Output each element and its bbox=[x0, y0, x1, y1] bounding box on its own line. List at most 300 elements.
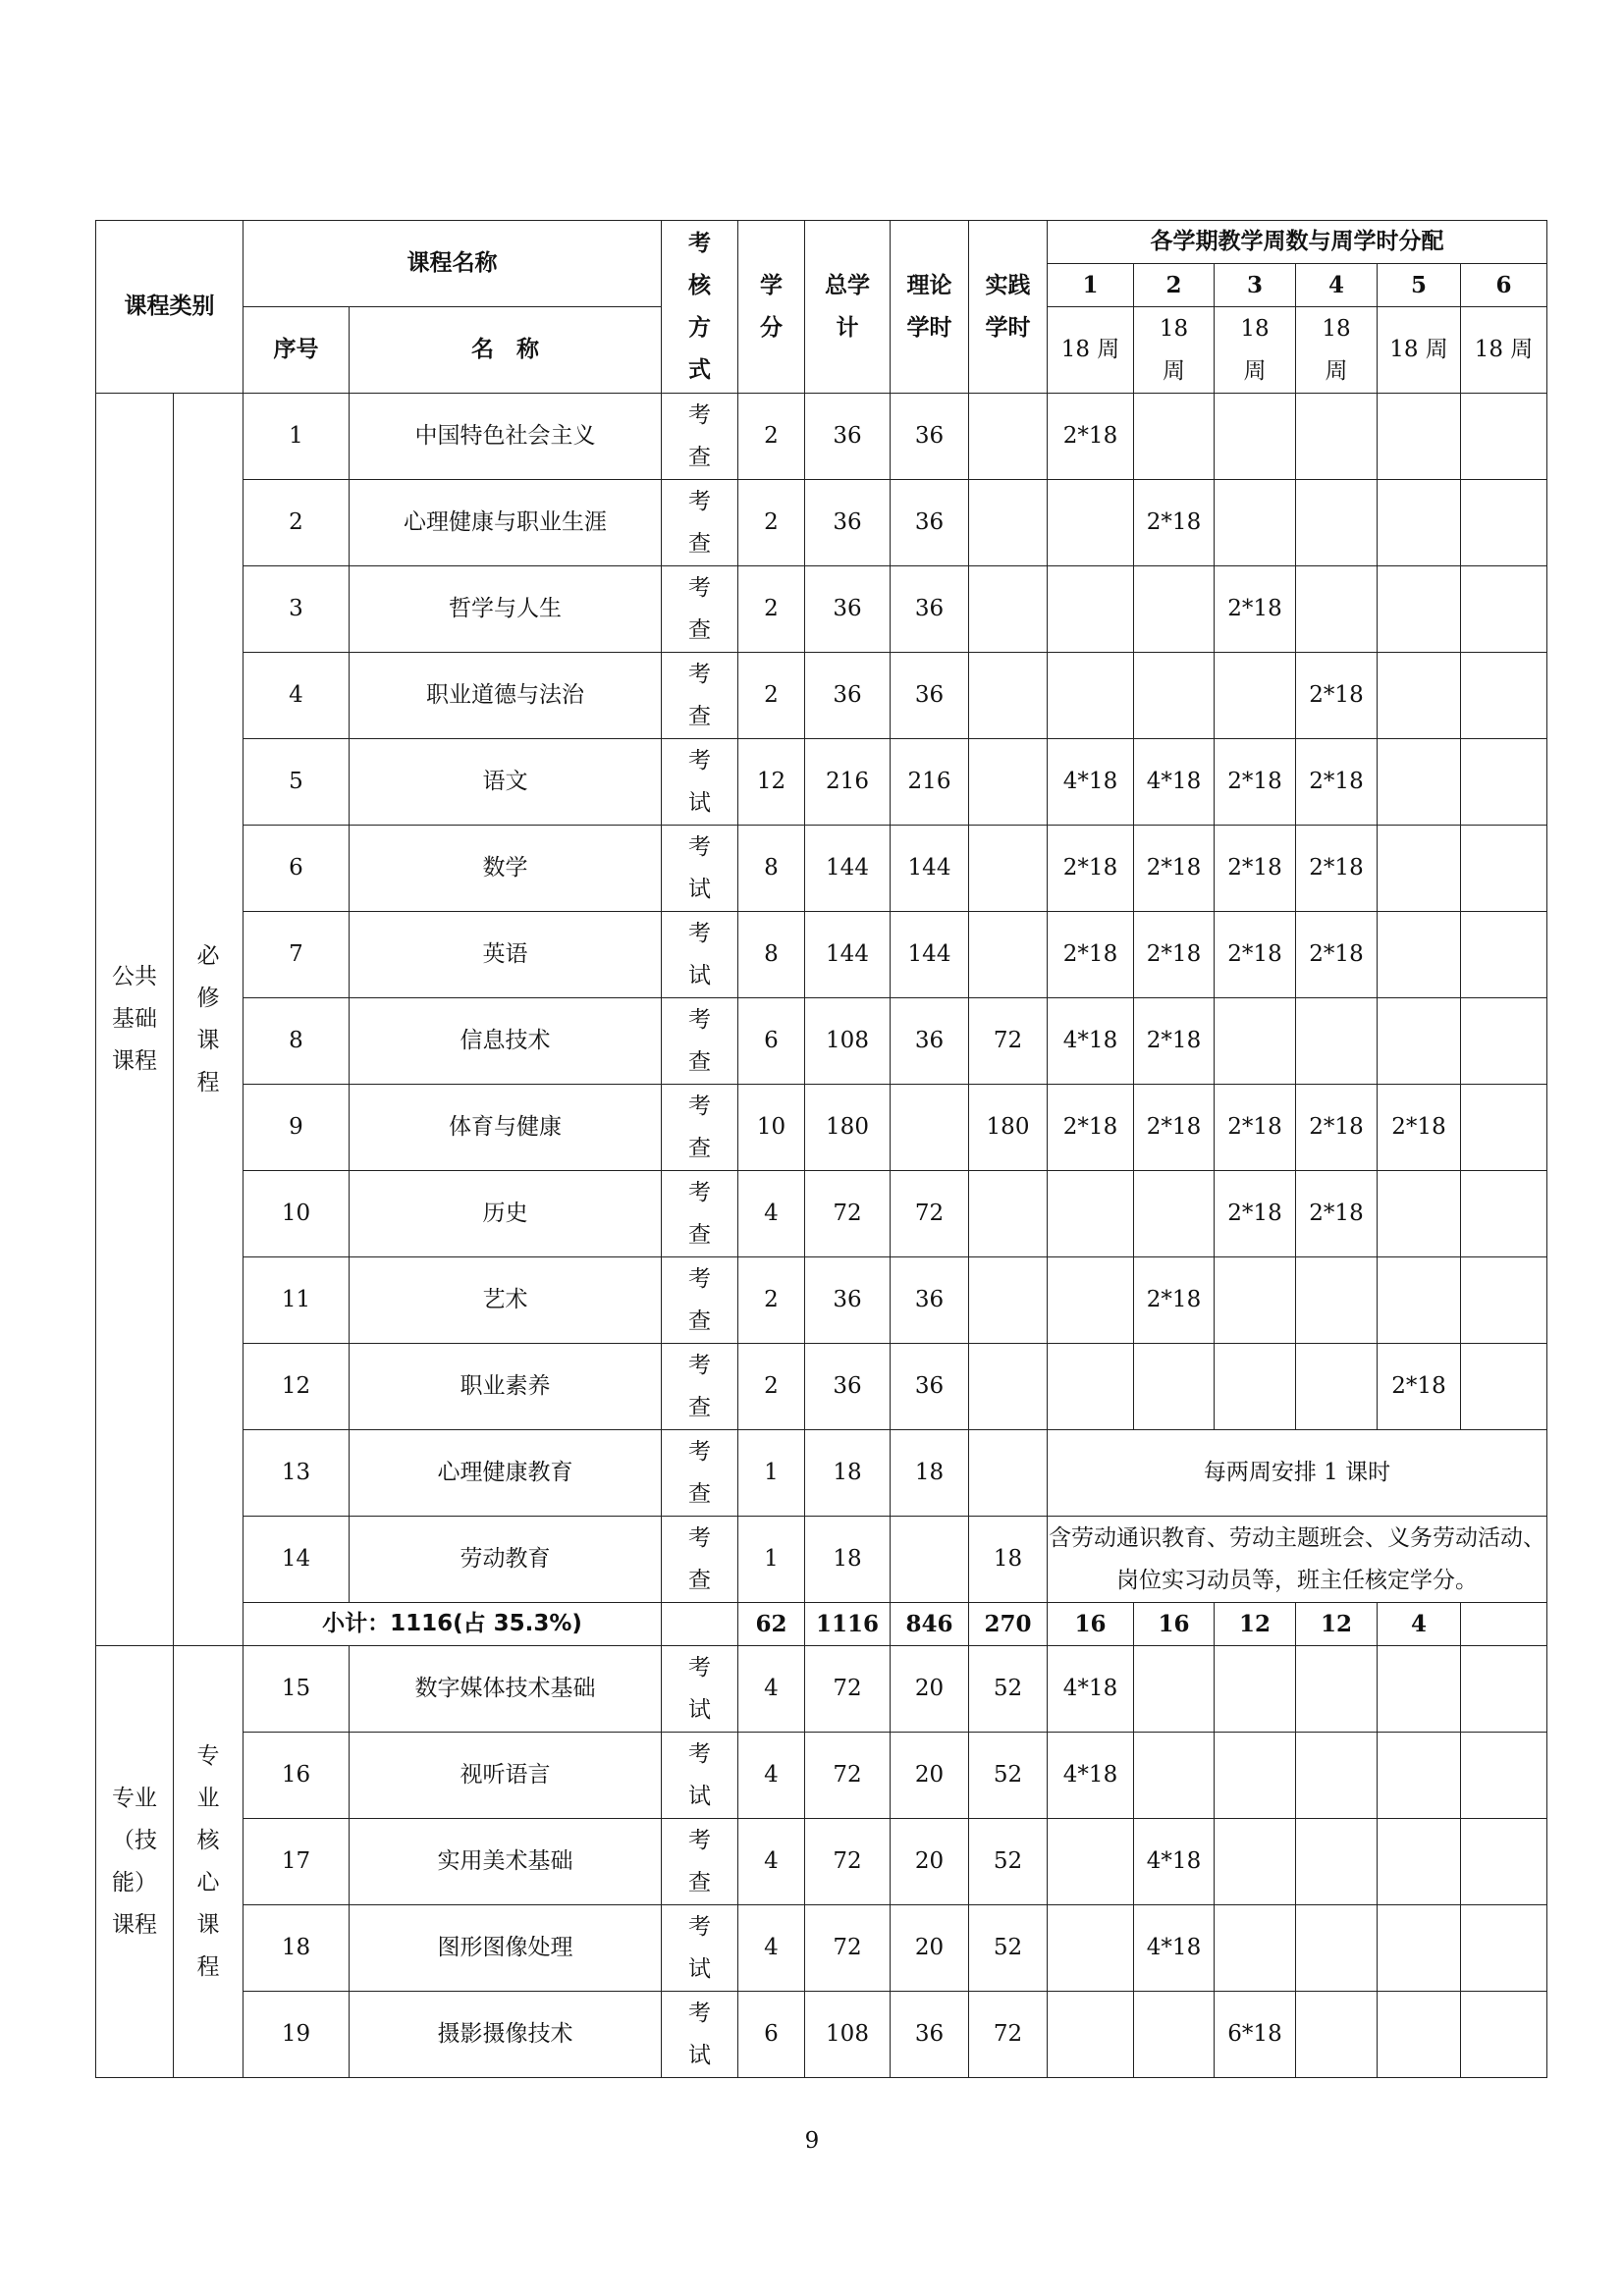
course-row bbox=[96, 1646, 1547, 1733]
semester-hours-2 bbox=[1134, 653, 1215, 739]
header-assess bbox=[662, 221, 738, 394]
semester-hours-1: 2*18 bbox=[1048, 826, 1134, 912]
course-credit: 2 bbox=[738, 394, 805, 480]
semester-hours-5 bbox=[1378, 1733, 1461, 1819]
course-assess bbox=[662, 739, 738, 826]
semester-hours-2: 4*18 bbox=[1134, 739, 1215, 826]
cell-line: 考 bbox=[688, 747, 711, 774]
course-assess bbox=[662, 653, 738, 739]
course-name: 视听语言 bbox=[350, 1733, 662, 1819]
course-row bbox=[96, 1733, 1547, 1819]
course-total: 72 bbox=[805, 1905, 891, 1992]
course-row bbox=[96, 480, 1547, 566]
cell-line: 修 bbox=[196, 985, 220, 1011]
course-assess bbox=[662, 480, 738, 566]
subcategory-label bbox=[174, 394, 244, 1646]
course-theory: 36 bbox=[891, 1992, 969, 2078]
semester-hours-4 bbox=[1296, 566, 1378, 653]
course-no: 7 bbox=[244, 912, 350, 998]
cell-line: 查 bbox=[688, 1869, 711, 1896]
semester-hours-1 bbox=[1048, 1257, 1134, 1344]
course-no: 4 bbox=[244, 653, 350, 739]
semester-hours-5 bbox=[1378, 1992, 1461, 2078]
cell-line: 考 bbox=[688, 1265, 711, 1292]
subtotal-row bbox=[96, 1603, 1547, 1646]
semester-hours-2 bbox=[1134, 1344, 1215, 1430]
course-practice bbox=[969, 739, 1048, 826]
course-total: 72 bbox=[805, 1819, 891, 1905]
course-total: 72 bbox=[805, 1733, 891, 1819]
semester-hours-4: 2*18 bbox=[1296, 653, 1378, 739]
cell-line: 课 bbox=[196, 1911, 220, 1938]
course-total: 108 bbox=[805, 998, 891, 1085]
course-name: 语文 bbox=[350, 739, 662, 826]
cell-line: 18 bbox=[1322, 315, 1351, 342]
cell-line: 核 bbox=[196, 1827, 220, 1853]
semester-hours-2: 2*18 bbox=[1134, 480, 1215, 566]
course-assess bbox=[662, 566, 738, 653]
course-row bbox=[96, 394, 1547, 480]
course-name: 信息技术 bbox=[350, 998, 662, 1085]
cell-line: 学时 bbox=[906, 314, 952, 341]
course-theory bbox=[891, 1085, 969, 1171]
semester-hours-3 bbox=[1215, 1257, 1296, 1344]
course-total: 36 bbox=[805, 566, 891, 653]
subtotal-assess bbox=[662, 1603, 738, 1646]
semester-hours-4: 2*18 bbox=[1296, 1085, 1378, 1171]
cell-line: 考 bbox=[688, 2000, 711, 2026]
course-no: 3 bbox=[244, 566, 350, 653]
course-name: 数字媒体技术基础 bbox=[350, 1646, 662, 1733]
course-assess bbox=[662, 394, 738, 480]
course-credit: 6 bbox=[738, 998, 805, 1085]
semester-hours-5 bbox=[1378, 394, 1461, 480]
course-assess bbox=[662, 1344, 738, 1430]
semester-hours-6 bbox=[1461, 1905, 1547, 1992]
cell-line: 试 bbox=[688, 1955, 711, 1982]
course-row bbox=[96, 653, 1547, 739]
semester-hours-6 bbox=[1461, 1646, 1547, 1733]
semester-hours-3: 2*18 bbox=[1215, 1171, 1296, 1257]
course-row bbox=[96, 566, 1547, 653]
semester-hours-6 bbox=[1461, 653, 1547, 739]
semester-hours-2 bbox=[1134, 1733, 1215, 1819]
semester-hours-3 bbox=[1215, 480, 1296, 566]
course-assess bbox=[662, 1819, 738, 1905]
semester-hours-3 bbox=[1215, 394, 1296, 480]
course-total: 72 bbox=[805, 1646, 891, 1733]
course-row bbox=[96, 1257, 1547, 1344]
header-weeks-3 bbox=[1215, 307, 1296, 394]
semester-hours-2 bbox=[1134, 566, 1215, 653]
course-total: 18 bbox=[805, 1430, 891, 1517]
course-assess bbox=[662, 1257, 738, 1344]
course-total: 36 bbox=[805, 1257, 891, 1344]
course-name: 实用美术基础 bbox=[350, 1819, 662, 1905]
course-credit: 12 bbox=[738, 739, 805, 826]
course-practice: 72 bbox=[969, 1992, 1048, 2078]
course-assess bbox=[662, 998, 738, 1085]
cell-line: 18 bbox=[1159, 315, 1189, 342]
cell-line: 考 bbox=[688, 661, 711, 687]
course-practice: 72 bbox=[969, 998, 1048, 1085]
cell-line: 实践 bbox=[985, 272, 1031, 298]
course-name: 数学 bbox=[350, 826, 662, 912]
course-practice bbox=[969, 1344, 1048, 1430]
cell-line: 考 bbox=[688, 1524, 711, 1551]
course-total: 144 bbox=[805, 912, 891, 998]
course-theory: 36 bbox=[891, 394, 969, 480]
semester-hours-6 bbox=[1461, 1992, 1547, 2078]
semester-hours-4 bbox=[1296, 1733, 1378, 1819]
subtotal-total: 1116 bbox=[805, 1603, 891, 1646]
course-no: 11 bbox=[244, 1257, 350, 1344]
cell-line: 基础 bbox=[112, 1006, 157, 1032]
cell-line: 查 bbox=[688, 444, 711, 470]
cell-line: 查 bbox=[688, 1048, 711, 1075]
cell-line: 课 bbox=[196, 1027, 220, 1053]
course-assess bbox=[662, 1646, 738, 1733]
course-practice: 52 bbox=[969, 1905, 1048, 1992]
course-practice bbox=[969, 566, 1048, 653]
header-row-1 bbox=[96, 221, 1547, 264]
cell-line: 试 bbox=[688, 876, 711, 902]
course-theory: 36 bbox=[891, 998, 969, 1085]
subtotal-credit: 62 bbox=[738, 1603, 805, 1646]
course-practice: 52 bbox=[969, 1819, 1048, 1905]
semester-hours-4 bbox=[1296, 1344, 1378, 1430]
semester-hours-1: 2*18 bbox=[1048, 1085, 1134, 1171]
subtotal-theory: 846 bbox=[891, 1603, 969, 1646]
course-note: 含劳动通识教育、劳动主题班会、义务劳动活动、岗位实习动员等，班主任核定学分。 bbox=[1048, 1517, 1547, 1603]
course-assess bbox=[662, 1733, 738, 1819]
course-practice: 180 bbox=[969, 1085, 1048, 1171]
cell-line: 必 bbox=[196, 942, 220, 969]
semester-hours-3 bbox=[1215, 1733, 1296, 1819]
course-theory: 72 bbox=[891, 1171, 969, 1257]
course-assess bbox=[662, 1171, 738, 1257]
semester-hours-5 bbox=[1378, 1646, 1461, 1733]
header-semester-5: 5 bbox=[1378, 264, 1461, 307]
header-practice-hours bbox=[969, 221, 1048, 394]
course-total: 36 bbox=[805, 653, 891, 739]
course-theory: 36 bbox=[891, 653, 969, 739]
course-name: 心理健康与职业生涯 bbox=[350, 480, 662, 566]
cell-line: 计 bbox=[836, 314, 859, 341]
course-row bbox=[96, 1992, 1547, 2078]
cell-line: 查 bbox=[688, 1567, 711, 1593]
semester-hours-6 bbox=[1461, 480, 1547, 566]
cell-line: 心 bbox=[196, 1869, 220, 1896]
course-row bbox=[96, 1905, 1547, 1992]
semester-hours-5 bbox=[1378, 480, 1461, 566]
semester-hours-1 bbox=[1048, 1905, 1134, 1992]
course-no: 15 bbox=[244, 1646, 350, 1733]
course-row bbox=[96, 1517, 1547, 1603]
semester-hours-3: 2*18 bbox=[1215, 739, 1296, 826]
course-plan-table-container bbox=[95, 220, 1546, 2078]
course-no: 1 bbox=[244, 394, 350, 480]
semester-hours-4: 2*18 bbox=[1296, 826, 1378, 912]
semester-hours-3: 2*18 bbox=[1215, 566, 1296, 653]
course-theory: 36 bbox=[891, 1344, 969, 1430]
cell-line: 公共 bbox=[112, 964, 157, 989]
cell-line: 能） bbox=[112, 1869, 157, 1896]
cell-line: 考 bbox=[688, 833, 711, 860]
course-no: 9 bbox=[244, 1085, 350, 1171]
course-no: 13 bbox=[244, 1430, 350, 1517]
cell-line: 周 bbox=[1325, 357, 1348, 384]
subtotal-semester-4: 12 bbox=[1296, 1603, 1378, 1646]
semester-hours-2: 4*18 bbox=[1134, 1819, 1215, 1905]
semester-hours-3: 2*18 bbox=[1215, 826, 1296, 912]
course-name: 摄影摄像技术 bbox=[350, 1992, 662, 2078]
cell-line: 学 bbox=[760, 272, 783, 298]
cell-line: 考 bbox=[688, 1438, 711, 1465]
header-total-hours bbox=[805, 221, 891, 394]
course-no: 10 bbox=[244, 1171, 350, 1257]
course-practice: 52 bbox=[969, 1646, 1048, 1733]
semester-hours-6 bbox=[1461, 1171, 1547, 1257]
semester-hours-2: 2*18 bbox=[1134, 826, 1215, 912]
course-assess bbox=[662, 826, 738, 912]
course-assess bbox=[662, 1517, 738, 1603]
semester-hours-2 bbox=[1134, 1992, 1215, 2078]
course-total: 72 bbox=[805, 1171, 891, 1257]
semester-hours-3 bbox=[1215, 1905, 1296, 1992]
course-note: 每两周安排 1 课时 bbox=[1048, 1430, 1547, 1517]
course-no: 19 bbox=[244, 1992, 350, 2078]
semester-hours-4 bbox=[1296, 1257, 1378, 1344]
course-assess bbox=[662, 1992, 738, 2078]
course-theory: 20 bbox=[891, 1819, 969, 1905]
course-no: 16 bbox=[244, 1733, 350, 1819]
course-no: 8 bbox=[244, 998, 350, 1085]
semester-hours-1: 2*18 bbox=[1048, 912, 1134, 998]
cell-line: 查 bbox=[688, 616, 711, 643]
course-no: 17 bbox=[244, 1819, 350, 1905]
cell-line: 分 bbox=[760, 314, 783, 341]
semester-hours-6 bbox=[1461, 826, 1547, 912]
semester-hours-6 bbox=[1461, 912, 1547, 998]
semester-hours-3 bbox=[1215, 1819, 1296, 1905]
course-no: 18 bbox=[244, 1905, 350, 1992]
cell-line: 查 bbox=[688, 1480, 711, 1507]
header-category: 课程类别 bbox=[96, 221, 244, 394]
header-weeks-1 bbox=[1048, 307, 1134, 394]
subtotal-semester-2: 16 bbox=[1134, 1603, 1215, 1646]
semester-hours-4 bbox=[1296, 480, 1378, 566]
semester-hours-5 bbox=[1378, 912, 1461, 998]
course-credit: 2 bbox=[738, 1344, 805, 1430]
course-credit: 4 bbox=[738, 1819, 805, 1905]
course-no: 6 bbox=[244, 826, 350, 912]
course-no: 2 bbox=[244, 480, 350, 566]
header-weeks-2 bbox=[1134, 307, 1215, 394]
course-theory: 36 bbox=[891, 566, 969, 653]
header-weeks-6 bbox=[1461, 307, 1547, 394]
course-name: 哲学与人生 bbox=[350, 566, 662, 653]
course-practice bbox=[969, 480, 1048, 566]
course-theory: 18 bbox=[891, 1430, 969, 1517]
course-credit: 4 bbox=[738, 1171, 805, 1257]
semester-hours-1 bbox=[1048, 1344, 1134, 1430]
semester-hours-2 bbox=[1134, 1646, 1215, 1733]
cell-line: 18 周 bbox=[1389, 337, 1448, 362]
cell-line: 考 bbox=[688, 401, 711, 428]
course-total: 144 bbox=[805, 826, 891, 912]
semester-hours-2: 2*18 bbox=[1134, 1257, 1215, 1344]
course-row bbox=[96, 826, 1547, 912]
course-theory: 20 bbox=[891, 1733, 969, 1819]
semester-hours-4: 2*18 bbox=[1296, 739, 1378, 826]
header-theory-hours bbox=[891, 221, 969, 394]
course-practice bbox=[969, 1257, 1048, 1344]
course-assess bbox=[662, 1905, 738, 1992]
semester-hours-4: 2*18 bbox=[1296, 912, 1378, 998]
semester-hours-3 bbox=[1215, 998, 1296, 1085]
semester-hours-2: 4*18 bbox=[1134, 1905, 1215, 1992]
course-total: 36 bbox=[805, 394, 891, 480]
semester-hours-4 bbox=[1296, 394, 1378, 480]
course-credit: 10 bbox=[738, 1085, 805, 1171]
cell-line: 考 bbox=[688, 1093, 711, 1119]
cell-line: 查 bbox=[688, 530, 711, 557]
course-practice bbox=[969, 1430, 1048, 1517]
page-number: 9 bbox=[804, 2128, 820, 2154]
course-credit: 2 bbox=[738, 1257, 805, 1344]
course-name: 艺术 bbox=[350, 1257, 662, 1344]
course-total: 36 bbox=[805, 1344, 891, 1430]
semester-hours-3: 2*18 bbox=[1215, 912, 1296, 998]
cell-line: 试 bbox=[688, 2042, 711, 2068]
semester-hours-2: 2*18 bbox=[1134, 912, 1215, 998]
course-name: 职业道德与法治 bbox=[350, 653, 662, 739]
subtotal-semester-1: 16 bbox=[1048, 1603, 1134, 1646]
semester-hours-1 bbox=[1048, 480, 1134, 566]
course-name: 图形图像处理 bbox=[350, 1905, 662, 1992]
subtotal-practice: 270 bbox=[969, 1603, 1048, 1646]
semester-hours-5 bbox=[1378, 653, 1461, 739]
semester-hours-2 bbox=[1134, 394, 1215, 480]
semester-hours-4 bbox=[1296, 1992, 1378, 2078]
semester-hours-6 bbox=[1461, 566, 1547, 653]
semester-hours-6 bbox=[1461, 998, 1547, 1085]
cell-line: 课程 bbox=[112, 1911, 157, 1938]
semester-hours-1 bbox=[1048, 1171, 1134, 1257]
cell-line: 课程 bbox=[112, 1048, 157, 1074]
header-credits bbox=[738, 221, 805, 394]
subtotal-semester-5: 4 bbox=[1378, 1603, 1461, 1646]
cell-line: 程 bbox=[196, 1069, 220, 1095]
semester-hours-3: 2*18 bbox=[1215, 1085, 1296, 1171]
semester-hours-3: 6*18 bbox=[1215, 1992, 1296, 2078]
semester-hours-6 bbox=[1461, 1819, 1547, 1905]
cell-line: 试 bbox=[688, 789, 711, 816]
semester-hours-5: 2*18 bbox=[1378, 1344, 1461, 1430]
header-name: 名 称 bbox=[350, 307, 662, 394]
cell-line: 式 bbox=[688, 356, 711, 383]
cell-line: 查 bbox=[688, 1394, 711, 1420]
course-credit: 8 bbox=[738, 912, 805, 998]
course-name: 职业素养 bbox=[350, 1344, 662, 1430]
course-name: 劳动教育 bbox=[350, 1517, 662, 1603]
cell-line: 18 周 bbox=[1474, 337, 1534, 362]
cell-line: 总学 bbox=[825, 272, 870, 298]
course-row bbox=[96, 1819, 1547, 1905]
semester-hours-1: 4*18 bbox=[1048, 998, 1134, 1085]
semester-hours-6 bbox=[1461, 394, 1547, 480]
semester-hours-6 bbox=[1461, 739, 1547, 826]
semester-hours-3 bbox=[1215, 1646, 1296, 1733]
semester-hours-5 bbox=[1378, 826, 1461, 912]
cell-line: 考 bbox=[688, 1827, 711, 1853]
semester-hours-4 bbox=[1296, 1905, 1378, 1992]
subcategory-label bbox=[174, 1646, 244, 2078]
cell-line: 业 bbox=[196, 1785, 220, 1811]
course-practice bbox=[969, 653, 1048, 739]
cell-line: 查 bbox=[688, 703, 711, 729]
course-name: 中国特色社会主义 bbox=[350, 394, 662, 480]
cell-line: 专 bbox=[196, 1742, 220, 1769]
course-credit: 2 bbox=[738, 653, 805, 739]
semester-hours-4: 2*18 bbox=[1296, 1171, 1378, 1257]
cell-line: 考 bbox=[688, 1654, 711, 1681]
semester-hours-5 bbox=[1378, 739, 1461, 826]
cell-line: 考 bbox=[688, 920, 711, 946]
course-name: 心理健康教育 bbox=[350, 1430, 662, 1517]
semester-hours-6 bbox=[1461, 1733, 1547, 1819]
course-theory: 20 bbox=[891, 1905, 969, 1992]
course-assess bbox=[662, 1085, 738, 1171]
course-total: 18 bbox=[805, 1517, 891, 1603]
cell-line: 考 bbox=[688, 574, 711, 601]
cell-line: （技 bbox=[112, 1827, 157, 1853]
course-no: 5 bbox=[244, 739, 350, 826]
cell-line: 查 bbox=[688, 1308, 711, 1334]
semester-hours-6 bbox=[1461, 1085, 1547, 1171]
header-seq: 序号 bbox=[244, 307, 350, 394]
course-credit: 4 bbox=[738, 1646, 805, 1733]
course-theory bbox=[891, 1517, 969, 1603]
cell-line: 专业 bbox=[112, 1785, 157, 1811]
semester-hours-5 bbox=[1378, 1257, 1461, 1344]
course-plan-table bbox=[95, 220, 1547, 2078]
course-theory: 20 bbox=[891, 1646, 969, 1733]
semester-hours-5 bbox=[1378, 1905, 1461, 1992]
semester-hours-5 bbox=[1378, 998, 1461, 1085]
course-credit: 2 bbox=[738, 566, 805, 653]
semester-hours-5 bbox=[1378, 566, 1461, 653]
header-semester-1: 1 bbox=[1048, 264, 1134, 307]
course-credit: 4 bbox=[738, 1905, 805, 1992]
course-credit: 1 bbox=[738, 1430, 805, 1517]
course-theory: 144 bbox=[891, 826, 969, 912]
cell-line: 考 bbox=[688, 230, 711, 256]
semester-hours-4 bbox=[1296, 998, 1378, 1085]
subtotal-label: 小计：1116(占 35.3%) bbox=[244, 1603, 662, 1646]
course-row bbox=[96, 1430, 1547, 1517]
semester-hours-6 bbox=[1461, 1257, 1547, 1344]
category-label bbox=[96, 394, 174, 1646]
semester-hours-1: 4*18 bbox=[1048, 1733, 1134, 1819]
course-assess bbox=[662, 1430, 738, 1517]
cell-line: 查 bbox=[688, 1135, 711, 1161]
header-distribution: 各学期教学周数与周学时分配 bbox=[1048, 221, 1547, 264]
cell-line: 周 bbox=[1243, 357, 1267, 384]
semester-hours-2: 2*18 bbox=[1134, 998, 1215, 1085]
subtotal-semester-6 bbox=[1461, 1603, 1547, 1646]
